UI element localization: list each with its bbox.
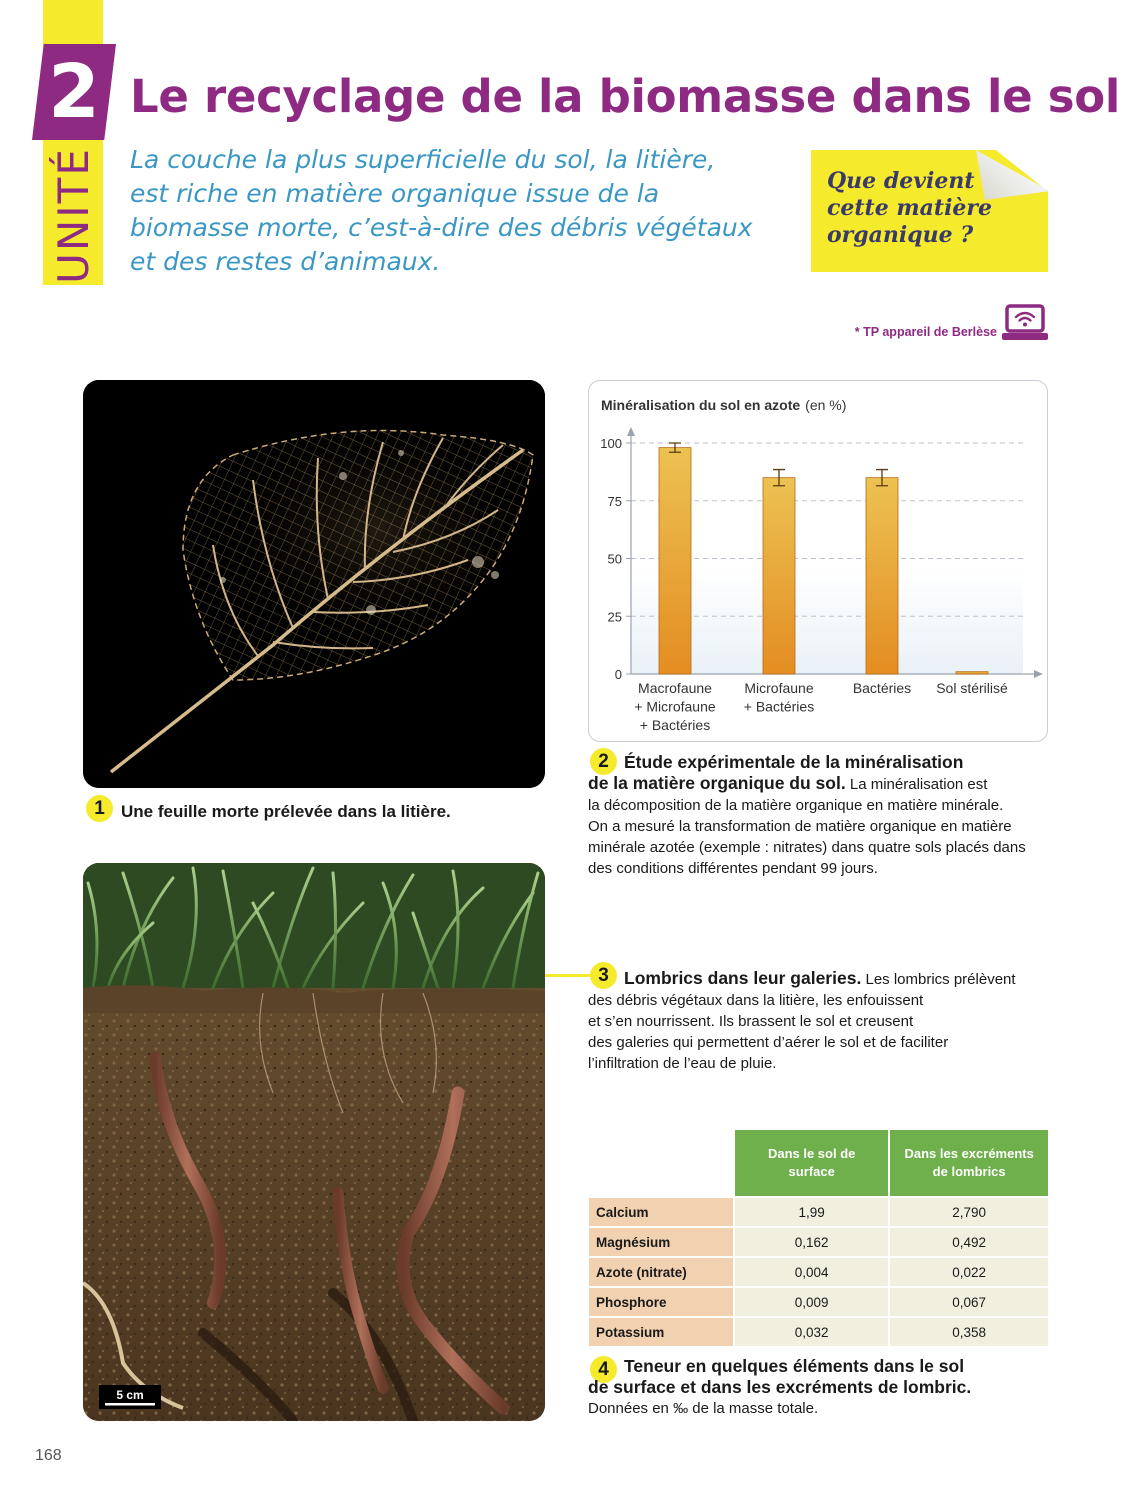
tp-link[interactable]: * TP appareil de Berlèse bbox=[854, 325, 997, 339]
question-text bbox=[827, 168, 1027, 249]
unit-number: 2 bbox=[48, 49, 100, 135]
table-row bbox=[589, 1196, 1048, 1226]
element-name: Calcium bbox=[589, 1196, 733, 1226]
y-tick-label: 50 bbox=[607, 551, 622, 567]
doc-number-badge: 3 bbox=[590, 962, 617, 989]
x-category-label: Bactéries bbox=[852, 680, 912, 696]
mineralisation-chart-card bbox=[588, 380, 1048, 742]
doc3-text-line: l’infiltration de l’eau de pluie. bbox=[588, 1055, 777, 1072]
earthworm-soil-illustration bbox=[83, 863, 545, 1421]
y-axis-arrow bbox=[627, 427, 635, 436]
table-row bbox=[589, 1226, 1048, 1256]
x-category-label: Microfaune bbox=[744, 680, 814, 696]
x-category-label: Macrofaune bbox=[638, 680, 712, 696]
bar bbox=[956, 672, 988, 674]
question-line: organique ? bbox=[827, 222, 974, 248]
surface-value: 0,009 bbox=[733, 1286, 888, 1316]
doc2-caption bbox=[588, 752, 1058, 879]
table-row bbox=[589, 1256, 1048, 1286]
doc1-caption: Une feuille morte prélevée dans la litière. bbox=[121, 802, 451, 821]
element-name: Azote (nitrate) bbox=[589, 1256, 733, 1286]
element-name: Magnésium bbox=[589, 1226, 733, 1256]
doc2-text-line: de la matière organique du sol. La minéralisation est bbox=[588, 773, 988, 793]
doc4-title-line: de surface et dans les excréments de lombric. bbox=[588, 1377, 972, 1397]
doc4-note: Données en ‰ de la masse totale. bbox=[588, 1400, 819, 1417]
column-header-excrements: Dans les excréments de lombrics bbox=[888, 1130, 1048, 1196]
scale-label: 5 cm bbox=[116, 1388, 144, 1402]
x-axis-arrow bbox=[1034, 670, 1043, 678]
x-category-label: + Bactéries bbox=[743, 698, 815, 715]
scale-bar bbox=[105, 1403, 155, 1406]
bar bbox=[659, 448, 691, 674]
x-category-label: + Microfaune bbox=[634, 698, 716, 715]
doc3-connector-line bbox=[545, 974, 590, 977]
x-category-label: + Bactéries bbox=[639, 717, 711, 733]
chart-title: Minéralisation du sol en azote (en %) bbox=[601, 397, 847, 413]
doc-number-badge: 4 bbox=[590, 1356, 617, 1383]
surface-value: 0,032 bbox=[733, 1316, 888, 1346]
element-name: Potassium bbox=[589, 1316, 733, 1346]
unit-label: UNITÉ bbox=[48, 146, 98, 284]
intro-line: et des restes d’animaux. bbox=[130, 247, 441, 276]
doc3-text-line: des galeries qui permettent d’aérer le sol et de faciliter bbox=[588, 1034, 949, 1051]
doc3-caption bbox=[588, 968, 1058, 1074]
table-row bbox=[589, 1286, 1048, 1316]
doc4-caption bbox=[588, 1356, 1058, 1419]
y-tick-label: 75 bbox=[607, 493, 622, 509]
column-header-surface: Dans le sol de surface bbox=[733, 1130, 888, 1196]
question-line: cette matière bbox=[827, 195, 993, 221]
earthworm-galleries-photo bbox=[83, 863, 545, 1421]
dead-leaf-photo bbox=[83, 380, 545, 788]
surface-value: 0,004 bbox=[733, 1256, 888, 1286]
mineralisation-bar-chart bbox=[589, 381, 1049, 743]
bar bbox=[763, 478, 795, 674]
bar bbox=[866, 478, 898, 674]
doc3-text-line: et s’en nourrissent. Ils brassent le sol et creusent bbox=[588, 1013, 914, 1030]
page-title: Le recyclage de la biomasse dans le sol bbox=[130, 70, 1120, 123]
y-tick-label: 100 bbox=[600, 436, 622, 451]
doc3-text-line: des débris végétaux dans la litière, les enfouissent bbox=[588, 992, 924, 1009]
doc2-text-line: On a mesuré la transformation de matière organique en matière bbox=[588, 818, 1012, 835]
doc2-text-line: la décomposition de la matière organique en matière minérale. bbox=[588, 797, 1004, 814]
laptop-wifi-icon[interactable] bbox=[1001, 304, 1049, 342]
intro-line: La couche la plus superficielle du sol, la litière, bbox=[130, 145, 716, 174]
intro-line: biomasse morte, c’est-à-dire des débris végétaux bbox=[130, 213, 753, 242]
intro-text bbox=[130, 143, 780, 279]
surface-value: 0,162 bbox=[733, 1226, 888, 1256]
intro-line: est riche en matière organique issue de la bbox=[130, 179, 660, 208]
doc2-title-line: Étude expérimentale de la minéralisation bbox=[624, 752, 964, 772]
leaf-skeleton-illustration bbox=[83, 380, 545, 788]
table-corner-cell bbox=[589, 1130, 733, 1196]
doc2-text-line: des conditions différentes pendant 99 jours. bbox=[588, 860, 878, 877]
element-content-table bbox=[589, 1130, 1048, 1346]
doc2-text-line: minérale azotée (exemple : nitrates) dans quatre sols placés dans bbox=[588, 839, 1026, 856]
doc4-title-line: Teneur en quelques éléments dans le sol bbox=[624, 1356, 965, 1376]
doc-number-badge: 2 bbox=[590, 748, 617, 775]
doc-number-badge: 1 bbox=[86, 795, 113, 822]
excrement-value: 0,022 bbox=[888, 1256, 1048, 1286]
y-tick-label: 0 bbox=[614, 667, 622, 682]
doc3-text-line: Lombrics dans leur galeries. Les lombrics prélèvent bbox=[624, 968, 1016, 988]
question-line: Que devient bbox=[827, 168, 975, 194]
excrement-value: 2,790 bbox=[888, 1196, 1048, 1226]
excrement-value: 0,358 bbox=[888, 1316, 1048, 1346]
surface-value: 1,99 bbox=[733, 1196, 888, 1226]
y-tick-label: 25 bbox=[607, 609, 622, 625]
excrement-value: 0,067 bbox=[888, 1286, 1048, 1316]
x-category-label: Sol stérilisé bbox=[936, 680, 1008, 696]
table-row bbox=[589, 1316, 1048, 1346]
excrement-value: 0,492 bbox=[888, 1226, 1048, 1256]
page-number: 168 bbox=[35, 1447, 62, 1464]
table-header-row bbox=[589, 1130, 1048, 1196]
element-name: Phosphore bbox=[589, 1286, 733, 1316]
